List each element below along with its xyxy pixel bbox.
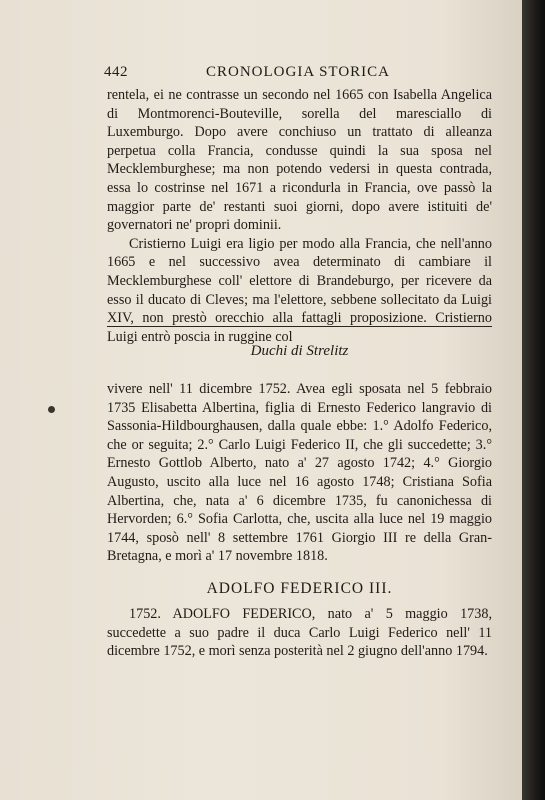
section-text-2	[107, 380, 492, 566]
chapter-heading: ADOLFO FEDERICO III.	[206, 580, 393, 597]
section-heading: Duchi di Strelitz	[250, 343, 349, 359]
paragraph: Cristierno Luigi era ligio per modo alla Francia, che nell'anno 1665 e nel successivo avea determinato di cambiare il Mecklemburghese coll' elettore di Brandeburgo, per ricevere da esso il ducato di Cleves; ma l'elettore, sebbene sollecitato da Luigi XIV, non prestò orecchio alla fattagli proposizione. Cristierno Luigi entrò poscia in ruggine col	[107, 235, 492, 345]
header-title: CRONOLOGIA STORICA	[206, 64, 390, 80]
running-head	[104, 64, 492, 84]
book-spine-shadow	[522, 0, 545, 800]
section-divider	[107, 326, 492, 327]
paragraph: rentela, ei ne contrasse un secondo nel 1665 con Isabella Angelica di Montmorenci-Bouteville, sorella del maresciallo di Luxemburgo. Dopo avere conchiuso un trattato di alleanza perpetua colla Francia, condusse quindi la sua sposa nel Mecklemburghese; ma non potendo vedersi in questa contrada, essa lo costrinse nel 1671 a ricondurla in Francia, ove passò la maggior parte de' restanti suoi giorni, dopo avere istituiti de' governatori ne' propri dominii.	[107, 87, 492, 234]
paragraph: vivere nell' 11 dicembre 1752. Avea egli sposata nel 5 febbraio 1735 Elisabetta Albertina, figlia di Ernesto Federico langravio di Sassonia-Hildbourghausen, dalla quale ebbe: 1.° Adolfo Federico, che or seguita; 2.° Carlo Luigi Federico II, che gli succedette; 3.° Ernesto Gottlob Alberto, nato a' 27 agosto 1742; 4.° Giorgio Augusto, uscito alla luce nel 16 agosto 1748; Cristiana Sofia Albertina, che, nata a' 6 dicembre 1735, fu canonichessa di Hervorden; 6.° Sofia Carlotta, che, uscita alla luce nel 19 maggio 1744, sposò nell' 8 settembre 1761 Giorgio III re della Gran-Bretagna, e morì a' 17 novembre 1818.	[107, 381, 492, 565]
page-number: 442	[104, 64, 128, 80]
section-text-3	[107, 605, 492, 661]
paragraph: 1752. ADOLFO FEDERICO, nato a' 5 maggio 1738, succedette a suo padre il duca Carlo Luigi Federico nell' 11 dicembre 1752, e morì senza posterità nel 2 giugno dell'anno 1794.	[107, 606, 492, 660]
section-text-1	[107, 86, 492, 346]
ink-spot	[48, 406, 55, 413]
